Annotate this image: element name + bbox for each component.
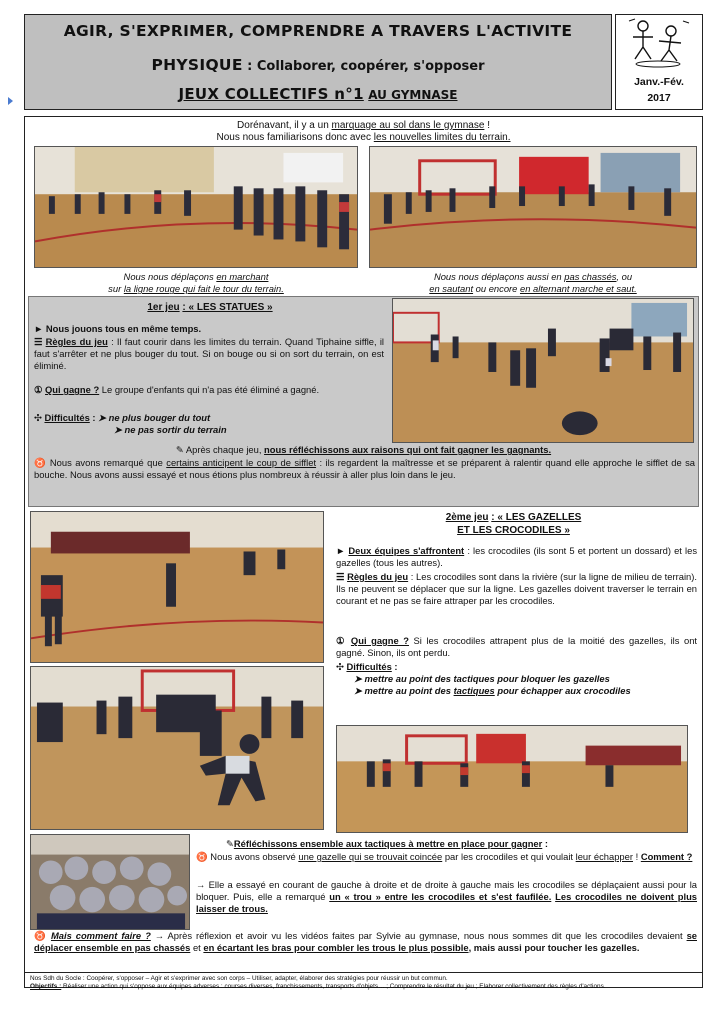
game2-obs-pre: Nous avons observé bbox=[210, 851, 296, 862]
header-title-line1: AGIR, S'EXPRIMER, COMPRENDRE A TRAVERS L'ACTIVITE bbox=[63, 22, 573, 40]
photo-gazelles-2 bbox=[30, 666, 324, 830]
game2-rules-icon: ☰ bbox=[336, 571, 345, 582]
intro-text bbox=[30, 120, 697, 144]
game1-reflect bbox=[30, 444, 697, 456]
photo-group-sitting bbox=[30, 834, 190, 930]
game2-diff-label: Difficultés bbox=[346, 661, 392, 672]
footer-divider bbox=[24, 972, 703, 973]
game1-reflect-icon: ✎ bbox=[175, 444, 184, 455]
caption-right-2u2: en alternant marche et saut. bbox=[519, 283, 637, 295]
game1-diff-label: Difficultés bbox=[44, 412, 90, 423]
photo-walking-line bbox=[34, 146, 358, 268]
photo-gazelles-1 bbox=[30, 511, 324, 663]
game2-reflect-u: Réfléchissons ensemble aux tactiques à mettre en place pour gagner bbox=[233, 838, 543, 849]
caption-right bbox=[369, 271, 697, 295]
intro-line2-underlined: les nouvelles limites du terrain. bbox=[373, 132, 511, 144]
game1-winner-text: Le groupe d'enfants qui n'a pas été éliminé a gagné. bbox=[101, 384, 320, 395]
footer-line2: Réaliser une action qui s'oppose aux équipes adverses : courses diverses, franchissements, transports d'objets… ; Comprendre le résultat du jeu ; Elaborer collectivement des règles d'actions. bbox=[63, 983, 606, 990]
caption-right-2u1: en sautant bbox=[429, 283, 474, 295]
caption-left-1u: en marchant bbox=[216, 271, 269, 282]
game1-remark bbox=[34, 457, 695, 481]
game1-difficulties: ✣ Difficultés : ➤ ne plus bouger du tout ➤ ne pas sortir du terrain bbox=[34, 412, 227, 436]
game2-tried bbox=[196, 879, 697, 916]
caption-right-1u: pas chassés bbox=[564, 271, 617, 282]
game1-remark-post: : ils regardent la maîtresse et se préparent à ralentir quand elle approche le sifflet de sa bouche. Nous avons aussi essayé et nous étions plus nombreux à réussir à aller plus loin dans le jeu. bbox=[34, 457, 695, 481]
game2-reflect-icon: ✎ bbox=[226, 838, 234, 849]
game1-diff-1: ne plus bouger du tout bbox=[108, 412, 211, 423]
game2-obs-mid: par les crocodiles et qui voulait bbox=[444, 851, 574, 862]
game2-conclusion-u1: se déplacer ensemble en pas chassés bbox=[34, 930, 697, 954]
game2-teams: ► Deux équipes s'affrontent : les crocodiles (ils sont 5 et portent un dossard) et les gazelles (tous les autres). bbox=[336, 545, 698, 569]
game2-rules-text: : Les crocodiles sont dans la rivière (sur la ligne de milieu de terrain). Ils ne peuvent se déplacer que sur la ligne. Les gazelles doivent traverser le terrain en courant et ne pas se faire attraper par les crocodiles. bbox=[336, 571, 697, 607]
caption-left-1a: Nous nous déplaçons bbox=[123, 271, 214, 282]
game2-winner bbox=[336, 635, 697, 659]
photo-statues bbox=[392, 298, 694, 443]
date-line2: 2017 bbox=[647, 92, 671, 104]
game1-rules bbox=[34, 336, 384, 373]
game2-winner-icon: ① bbox=[336, 635, 347, 646]
game1-diff-icon: ✣ bbox=[34, 412, 42, 423]
intro-line1-underlined: marquage au sol dans le gymnase bbox=[331, 120, 485, 131]
game1-remark-pre: Nous avons remarqué que bbox=[49, 457, 163, 468]
game1-remark-icon: ♉ bbox=[34, 457, 47, 468]
game2-title-name: : « LES GAZELLES bbox=[491, 512, 582, 523]
game2-conclusion-u2: en écartant les bras pour combler les trous le plus possible bbox=[203, 942, 469, 954]
photo-crocodiles bbox=[336, 725, 688, 833]
game2-conclusion-post: , mais aussi pour toucher les gazelles. bbox=[468, 942, 640, 954]
header-title-physique: PHYSIQUE bbox=[151, 56, 243, 74]
game2-diff-2-pre: mettre au point des bbox=[364, 685, 451, 697]
game2-obs-u: une gazelle qui se trouvait coincée bbox=[298, 851, 443, 862]
game2-difficulties: ✣ Difficultés : ➤ mettre au point des tactiques pour bloquer les gazelles ➤ mettre au point des tactiques pour échapper aux crocodiles bbox=[336, 661, 631, 697]
game2-obs-how: Comment ? bbox=[640, 851, 693, 862]
header-title-skills: : Collaborer, coopérer, s'opposer bbox=[247, 59, 485, 74]
game1-winner-icon: ① bbox=[34, 384, 43, 395]
game2-tried-u: un « trou » entre les crocodiles et s'est faufilée. bbox=[329, 891, 552, 903]
game2-diff-2-post: pour échapper aux crocodiles bbox=[497, 685, 631, 697]
game2-title bbox=[330, 511, 697, 537]
footer-line1: Nos Sdh du Socle : Coopérer, s'opposer – Agir et s'exprimer avec son corps – Utiliser, adapter, élaborer des stratégies pour réussir un but commun. bbox=[30, 975, 448, 982]
game2-title-num: 2ème jeu bbox=[445, 512, 489, 523]
game2-winner-text: Si les crocodiles attrapent plus de la moitié des gazelles, ils ont gagné. Sinon, ils ont perdu. bbox=[336, 635, 698, 659]
intro-line1-end: ! bbox=[487, 120, 490, 131]
page-marker-arrow bbox=[8, 97, 13, 105]
game2-observation bbox=[196, 851, 697, 863]
game2-title-name2: ET LES CROCODILES » bbox=[457, 525, 570, 536]
photo-side-steps bbox=[369, 146, 697, 268]
caption-right-2mid: ou encore bbox=[475, 283, 518, 295]
game1-winner bbox=[34, 384, 384, 396]
intro-line1-a: Dorénavant, il y a un bbox=[237, 120, 329, 131]
game2-rules bbox=[336, 571, 697, 608]
game2-diff-1: mettre au point des tactiques pour bloquer les gazelles bbox=[364, 673, 610, 685]
game1-title-name: : « LES STATUES » bbox=[182, 302, 273, 313]
game2-tried-pre: → Elle a essayé en courant de gauche à droite et de droite à gauche mais les crocodiles se déplaçaient aussi pour la bloquer. Puis, elle a remarqué bbox=[196, 879, 697, 903]
game1-rules-label: Règles du jeu bbox=[45, 336, 108, 347]
game1-reflect-u: nous réfléchissons aux raisons qui ont fait gagner les gagnants. bbox=[264, 444, 552, 455]
kids-drawing-logo bbox=[625, 17, 693, 69]
game1-play-all: ► Nous jouons tous en même temps. bbox=[34, 323, 202, 334]
game2-obs-q: ! bbox=[635, 851, 639, 862]
game2-rules-label: Règles du jeu bbox=[347, 571, 409, 582]
caption-left bbox=[34, 271, 358, 295]
caption-right-1b: , ou bbox=[616, 271, 633, 282]
caption-left-2a: sur bbox=[108, 283, 122, 295]
header-subtitle-small: AU GYMNASE bbox=[368, 88, 458, 102]
game2-conclusion-mid: et bbox=[192, 942, 201, 954]
game2-teams-u: Deux équipes s'affrontent bbox=[348, 545, 465, 556]
game1-winner-label: Qui gagne ? bbox=[45, 384, 100, 395]
game2-obs-icon: ♉ bbox=[196, 851, 208, 862]
game1-title-num: 1er jeu bbox=[147, 302, 180, 313]
game2-conclusion bbox=[34, 930, 697, 954]
game2-conclusion-pre: → Après réflexion et avoir vu les vidéos faites par Sylvie au gymnase, nous nous sommes dit que les crocodiles devaient bbox=[154, 930, 683, 941]
game2-diff-2-u: tactiques bbox=[453, 685, 495, 697]
game1-rules-text: : Il faut courir dans les limites du terrain. Quand Tiphaine siffle, il faut s'arrêter et ne plus bouger du tout. Si on bouge ou si on sort du terrain, on est éliminé. bbox=[34, 336, 385, 372]
game2-winner-label: Qui gagne ? bbox=[350, 635, 409, 646]
game1-remark-u: certains anticipent le coup de sifflet bbox=[166, 457, 317, 468]
header-title-line2 bbox=[24, 56, 612, 75]
header-subtitle-main: JEUX COLLECTIFS n°1 bbox=[178, 85, 364, 103]
date-line1: Janv.-Fév. bbox=[634, 76, 684, 88]
game2-but-icon: ♉ bbox=[34, 930, 48, 941]
game1-reflect-pre: Après chaque jeu, bbox=[185, 444, 262, 455]
game2-teams-text: : les crocodiles (ils sont 5 et portent un dossard) et les gazelles (tous les autres). bbox=[336, 545, 698, 569]
game2-but-how: Mais comment faire ? bbox=[50, 930, 151, 941]
game2-diff-icon: ✣ bbox=[336, 661, 344, 672]
header-subtitle bbox=[24, 85, 612, 104]
intro-line2-a: Nous nous familiarisons donc avec bbox=[216, 132, 371, 144]
game1-title bbox=[30, 302, 390, 314]
game2-reflect-post: : bbox=[544, 838, 549, 849]
game1-rules-icon: ☰ bbox=[34, 336, 43, 347]
game2-reflect bbox=[196, 838, 697, 850]
footer-line2-label: Objectifs : bbox=[30, 983, 62, 990]
game1-diff-2: ne pas sortir du terrain bbox=[124, 424, 227, 436]
game2-tried-u2: Les crocodiles ne doivent plus laisser de trous. bbox=[196, 891, 698, 915]
caption-right-1a: Nous nous déplaçons aussi en bbox=[433, 271, 562, 282]
caption-left-2u: la ligne rouge qui fait le tour du terrain. bbox=[123, 283, 284, 295]
game2-obs-u2: leur échapper bbox=[575, 851, 633, 862]
footer-text bbox=[30, 975, 697, 991]
